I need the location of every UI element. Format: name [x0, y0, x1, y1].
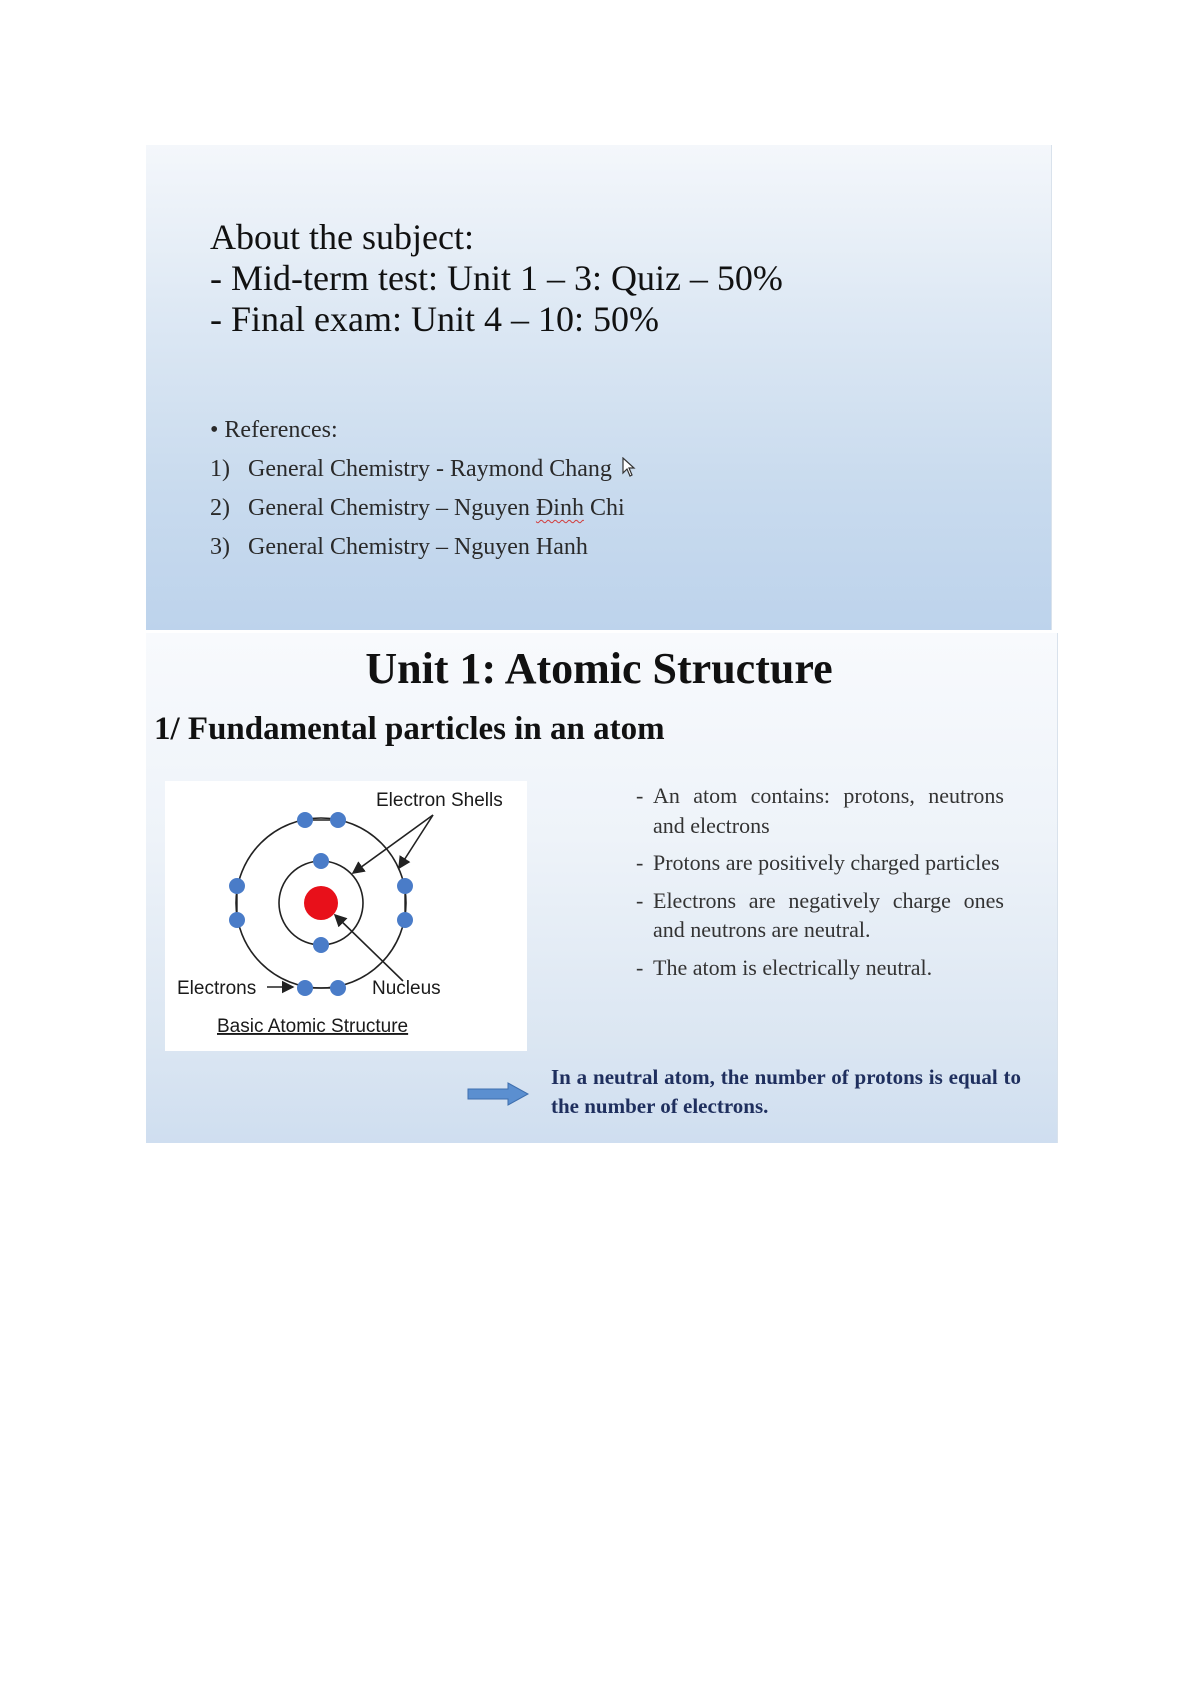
electron	[297, 980, 313, 996]
electron	[229, 912, 245, 928]
mouse-pointer-icon	[622, 451, 636, 490]
references-label: • References:	[210, 417, 338, 443]
right-arrow-icon	[466, 1081, 530, 1112]
slide-about-subject	[146, 145, 1052, 630]
reference-item	[210, 489, 636, 528]
bullet-dash: -	[636, 887, 644, 913]
reference-number: 2)	[210, 495, 230, 522]
atom-fact-item	[636, 781, 1004, 840]
conclusion-text: In a neutral atom, the number of protons is equal to the number of electrons.	[551, 1065, 1021, 1118]
atom-diagram-svg	[165, 781, 527, 1051]
section-title: 1/ Fundamental particles in an atom	[154, 711, 665, 747]
electron	[313, 853, 329, 869]
shells-pointer-line	[399, 815, 433, 868]
electron	[330, 812, 346, 828]
atom-facts-list	[636, 781, 1004, 990]
electron	[397, 878, 413, 894]
electrons-label: Electrons	[177, 978, 257, 999]
atom-fact-text: The atom is electrically neutral.	[653, 954, 933, 980]
electron	[297, 812, 313, 828]
nucleus-label: Nucleus	[372, 978, 441, 999]
atom-fact-item	[636, 953, 1004, 983]
reference-number: 1)	[210, 455, 230, 482]
reference-number: 3)	[210, 533, 230, 560]
electron	[313, 937, 329, 953]
reference-item	[210, 450, 636, 490]
atom-fact-item	[636, 848, 1004, 878]
reference-text-after: Chi	[583, 495, 625, 522]
references-list	[210, 411, 636, 566]
about-heading: About the subject:	[210, 217, 474, 257]
atom-fact-text: Protons are positively charged particles	[653, 850, 1000, 875]
diagram-caption: Basic Atomic Structure	[217, 1016, 409, 1037]
reference-text: General Chemistry - Raymond Chang	[248, 455, 612, 482]
electron	[229, 878, 245, 894]
atom-fact-text: Electrons are negatively charge ones and neutrons are neutral.	[653, 887, 1004, 942]
midterm-line: - Mid-term test: Unit 1 – 3: Quiz – 50%	[210, 258, 783, 298]
reference-text: General Chemistry – Nguyen Hanh	[248, 533, 588, 560]
electron	[330, 980, 346, 996]
reference-item	[210, 528, 636, 567]
electron-shells-label: Electron Shells	[376, 790, 503, 811]
nucleus	[304, 886, 338, 920]
bullet-dash: -	[636, 783, 644, 808]
final-exam-line: - Final exam: Unit 4 – 10: 50%	[210, 299, 659, 339]
bullet-dash: -	[636, 850, 644, 875]
reference-text-before: General Chemistry – Nguyen	[248, 495, 536, 522]
shells-pointer-line	[353, 815, 433, 873]
unit-title: Unit 1: Atomic Structure	[365, 644, 833, 693]
about-subject-block	[210, 217, 783, 340]
atom-fact-text: An atom contains: protons, neutrons and electrons	[653, 783, 1004, 838]
bullet-dash: -	[636, 954, 644, 980]
reference-text-spellcheck-marked: Đinh	[535, 495, 584, 522]
slide-atomic-structure	[146, 633, 1058, 1143]
atom-diagram	[165, 781, 527, 1051]
electron	[397, 912, 413, 928]
atom-fact-item	[636, 886, 1004, 945]
